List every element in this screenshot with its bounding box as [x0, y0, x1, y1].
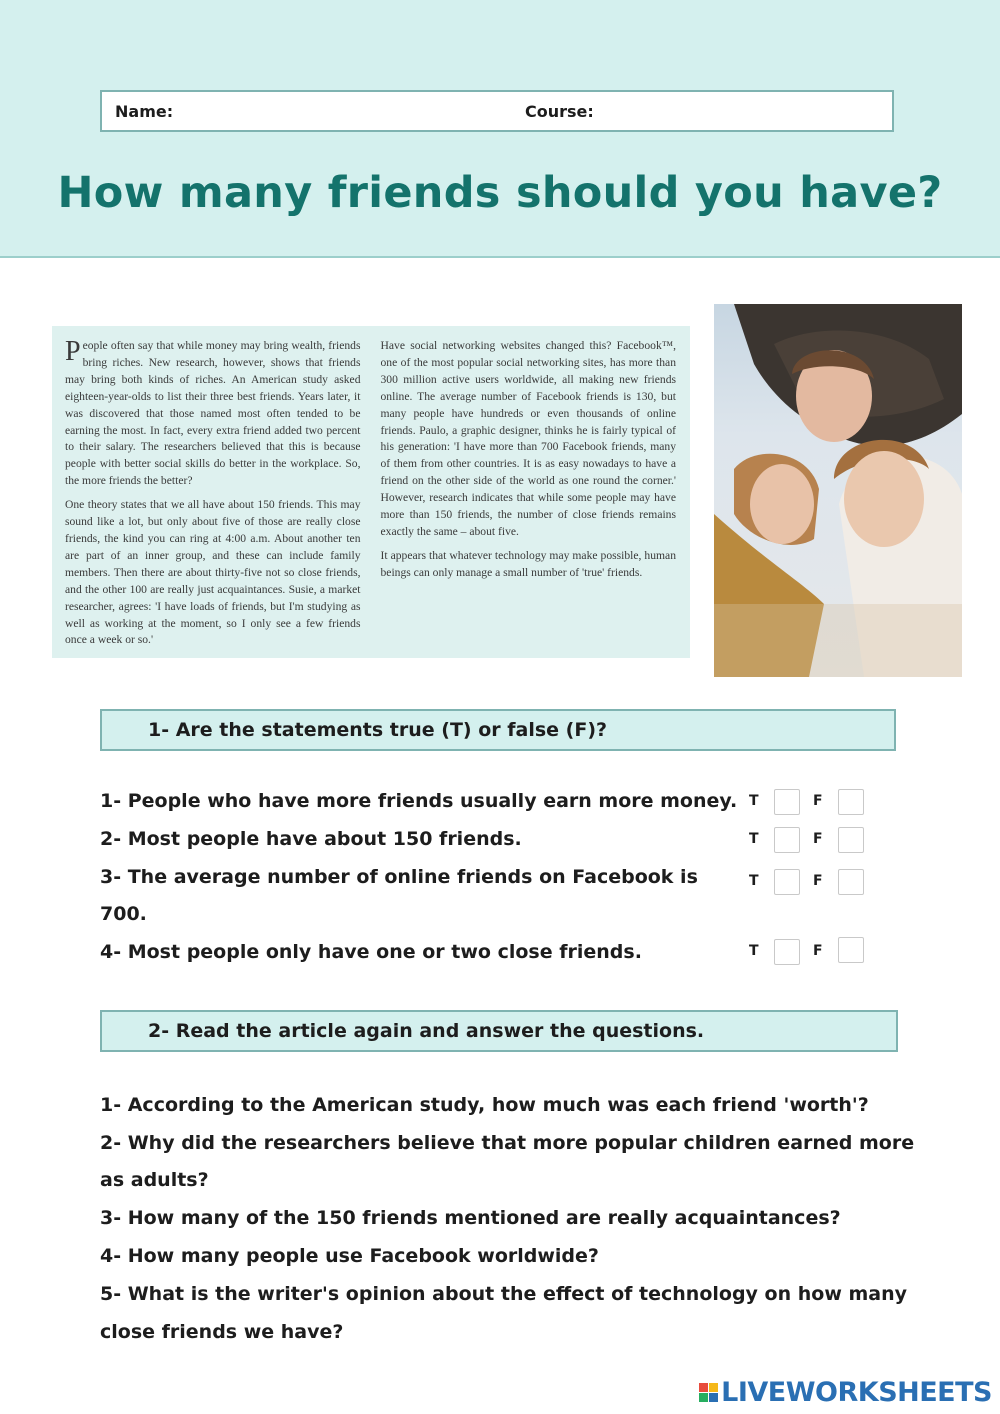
article-paragraph: One theory states that we all have about 150 friends. This may sound like a lot, but only about five of those are really close friends, the kind you can ring at 4:00 a.m. About another ten are part of an inner group, and these can include family members. Then there are about thirty-five not so close friends, and the other 100 are really just acquaintances. Susie, a market researcher, agrees: 'I have loads of friends, but I'm studying as well as working at the moment, so I only see a few friends once a week or so.': [65, 498, 361, 647]
true-label: T: [749, 873, 759, 889]
page-title: How many friends should you have?: [57, 168, 943, 218]
logo-square: [709, 1393, 718, 1402]
true-checkbox-3[interactable]: [774, 869, 800, 895]
false-checkbox-3[interactable]: [838, 869, 864, 895]
article-paragraph: Have social networking websites changed this? Facebook™, one of the most popular social networking sites, has more than 300 million active users worldwide, all making new friends online. The average number of Facebook friends is 130, but many people have hundreds or even thousands of online friends. Paulo, a graphic designer, thinks he is fairly typical of his generation: 'I have more than 700 Facebook friends, many of them from other countries. It is as easy nowadays to have a friend on the other side of the world as one round the corner.' However, research indicates that while some people may have more than 150 friends, the number of close friends remains exactly the same – about five.: [380, 339, 676, 538]
article-paragraph-text: eople often say that while money may bring wealth, friends bring riches. New research, however, shows that friends may bring both kinds of riches. An American study asked eighteen-year-olds to list their three best friends. Years later, it was discovered that those named most often tended to be earning the most. In fact, every extra friend added two percent to their salary. The researchers believed that this is because people with better social skills do better in the workplace. So, the more friends the better?: [65, 339, 361, 488]
article-column-right: [381, 338, 677, 648]
name-label: Name:: [115, 102, 174, 121]
section-2-title: 2- Read the article again and answer the questions.: [148, 1020, 705, 1042]
false-checkbox-1[interactable]: [838, 789, 864, 815]
article-paragraph: [65, 338, 361, 490]
question-3: 3- How many of the 150 friends mentioned are really acquaintances?: [100, 1207, 841, 1229]
question-5-continued: close friends we have?: [100, 1321, 344, 1343]
true-label: T: [749, 831, 759, 847]
logo-square: [699, 1383, 708, 1392]
friends-photo: [714, 304, 962, 677]
false-label: F: [813, 793, 823, 809]
true-label: T: [749, 793, 759, 809]
question-5: 5- What is the writer's opinion about the effect of technology on how many: [100, 1283, 908, 1305]
article-column-left: [65, 338, 361, 648]
statement-3: 3- The average number of online friends on Facebook is: [100, 866, 698, 888]
article-paragraph: It appears that whatever technology may make possible, human beings can only manage a small number of 'true' friends.: [380, 548, 676, 579]
true-checkbox-4[interactable]: [774, 939, 800, 965]
statement-2: 2- Most people have about 150 friends.: [100, 828, 522, 850]
liveworksheets-logo-icon: [699, 1383, 718, 1402]
liveworksheets-wordmark: LIVEWORKSHEETS: [721, 1377, 992, 1408]
statement-4: 4- Most people only have one or two close friends.: [100, 941, 642, 963]
true-checkbox-1[interactable]: [774, 789, 800, 815]
section-1-header: [100, 709, 896, 751]
logo-square: [699, 1393, 708, 1402]
article-text-box: [52, 326, 690, 658]
question-2: 2- Why did the researchers believe that more popular children earned more: [100, 1132, 915, 1154]
section-2-header: [100, 1010, 898, 1052]
question-4: 4- How many people use Facebook worldwide?: [100, 1245, 599, 1267]
false-label: F: [813, 943, 823, 959]
statement-3-continued: 700.: [100, 903, 147, 925]
false-checkbox-2[interactable]: [838, 827, 864, 853]
dropcap: P: [65, 336, 81, 367]
friends-illustration: [714, 304, 962, 677]
liveworksheets-brand[interactable]: [699, 1377, 992, 1408]
true-label: T: [749, 943, 759, 959]
statement-1: 1- People who have more friends usually earn more money.: [100, 790, 738, 812]
section-1-title: 1- Are the statements true (T) or false (F)?: [148, 719, 608, 741]
true-checkbox-2[interactable]: [774, 827, 800, 853]
question-1: 1- According to the American study, how much was each friend 'worth'?: [100, 1094, 869, 1116]
false-label: F: [813, 873, 823, 889]
false-checkbox-4[interactable]: [838, 937, 864, 963]
false-label: F: [813, 831, 823, 847]
logo-square: [709, 1383, 718, 1392]
question-2-continued: as adults?: [100, 1169, 209, 1191]
name-course-box: [100, 90, 894, 132]
course-label: Course:: [525, 102, 594, 121]
